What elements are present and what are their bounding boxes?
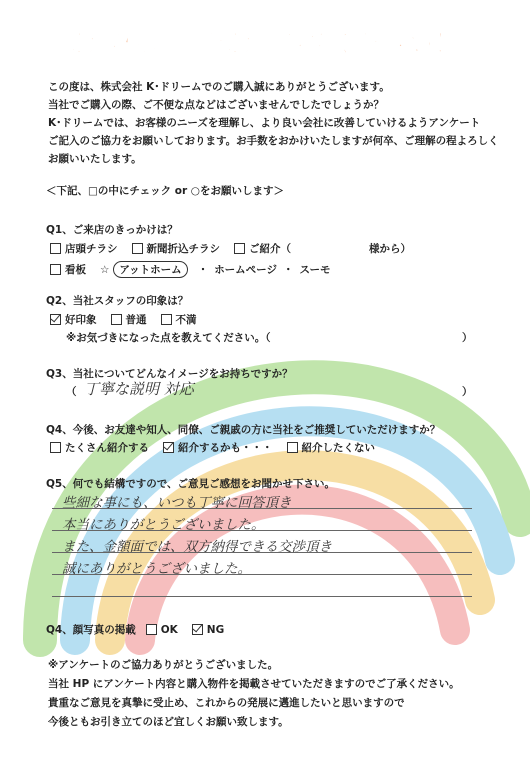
q5-answer-line: 本当にありがとうございました。 [62, 517, 265, 533]
footer-line: ※アンケートのご協力ありがとうございました。 [48, 659, 279, 671]
answer-line [52, 596, 472, 597]
checkbox-checked[interactable] [50, 314, 61, 325]
q1-option-newspaper[interactable]: 新聞折込チラシ [132, 241, 221, 256]
q5-answer-line: また、金額面では、双方納得できる交渉頂き [62, 539, 332, 555]
photo-consent-row [46, 622, 238, 637]
photo-consent-label: Q4、顔写真の掲載 [46, 624, 136, 636]
q1-option-homepage[interactable]: ホームページ [214, 264, 277, 276]
q1-option-suumo[interactable]: スーモ [299, 264, 331, 276]
footer-text [48, 656, 460, 732]
q1-option-athome[interactable]: アットホーム [113, 261, 187, 278]
checkbox[interactable] [234, 243, 245, 254]
intro-line: ご記入のご協力をお願いしております。お手数をおかけいたしますが何卒、ご理解の程よろしく [48, 135, 499, 147]
q5-answer-line: 誠にありがとうございました。 [62, 561, 251, 577]
q1-options-row2 [50, 261, 330, 278]
q1-option-sign[interactable]: 看板 [50, 262, 86, 277]
checkbox[interactable] [111, 314, 122, 325]
q4-label: Q4、今後、お友達や知人、同僚、ご親戚の方に当社をご推奨していただけますか？ [46, 424, 441, 436]
q5-answer-line: 些細な事にも、いつも丁寧に回答頂き [62, 495, 292, 511]
q5-label: Q5、何でも結構ですので、ご意見ご感想をお聞かせ下さい。 [46, 478, 336, 490]
q2-option-bad[interactable]: 不満 [161, 312, 197, 327]
checkbox[interactable] [50, 442, 61, 453]
footer-line: 今後ともお引き立てのほど宜しくお願い致します。 [48, 716, 289, 728]
checkbox[interactable] [287, 442, 298, 453]
page-title: お客様の声をお聞かせください！ [69, 29, 460, 58]
q3-label: Q3、当社についてどんなイメージをお持ちですか？ [46, 368, 293, 380]
checkbox[interactable] [146, 624, 157, 635]
q1-option-flyer[interactable]: 店頭チラシ [50, 241, 118, 256]
q1-label: Q1、ご来店のきっかけは？ [46, 224, 178, 236]
intro-line: 当社でご購入の際、ご不便な点などはございませんでしたでしょうか？ [48, 99, 384, 111]
q1-option-referral[interactable]: ご紹介（ 様から） [234, 241, 411, 256]
q4-option-yes[interactable]: たくさん紹介する [50, 440, 149, 455]
q3-close-paren: ） [462, 386, 473, 398]
separator-dot: ・ [197, 264, 209, 276]
checkbox[interactable] [50, 243, 61, 254]
instruction: ＜下記、□の中にチェック or ○をお願いします＞ [46, 185, 284, 197]
q2-label: Q2、当社スタッフの印象は？ [46, 295, 189, 307]
checkbox[interactable] [161, 314, 172, 325]
q1-options-row1 [50, 241, 425, 256]
footer-line: 貴重なご意見を真摯に受止め、これからの発展に邁進したいと思いますので [48, 697, 405, 709]
intro-text [48, 78, 499, 168]
photo-option-ok[interactable]: OK [146, 624, 178, 636]
q2-option-normal[interactable]: 普通 [111, 312, 147, 327]
q3-open-paren: （ [66, 386, 77, 398]
footer-line: 当社 HP にアンケート内容と購入物件を掲載させていただきますのでご了承ください。 [48, 678, 460, 690]
q4-option-no[interactable]: 紹介したくない [287, 440, 376, 455]
q2-options [50, 312, 211, 327]
intro-line: K･ドリームでは、お客様のニーズを理解し、より良い会社に改善していけるようアンケート [48, 117, 481, 129]
q2-option-good[interactable]: 好印象 [50, 312, 97, 327]
checkbox[interactable] [50, 264, 61, 275]
q2-note: ※お気づきになった点を教えてください。（ [66, 332, 271, 344]
q4-options [50, 440, 389, 455]
star-icon: ☆ [100, 263, 110, 276]
separator-dot: ・ [282, 264, 294, 276]
photo-option-ng[interactable]: NG [192, 624, 224, 636]
q3-answer: 丁寧な説明 対応 [84, 380, 194, 398]
checkbox-checked[interactable] [163, 442, 174, 453]
checkbox[interactable] [132, 243, 143, 254]
checkbox-checked[interactable] [192, 624, 203, 635]
q2-note-close: ） [462, 332, 473, 344]
intro-line: お願いいたします。 [48, 153, 142, 165]
q4-option-maybe[interactable]: 紹介するかも・・・ [163, 440, 273, 455]
intro-line: この度は、株式会社 K･ドリームでのご購入誠にありがとうございます。 [48, 81, 390, 93]
